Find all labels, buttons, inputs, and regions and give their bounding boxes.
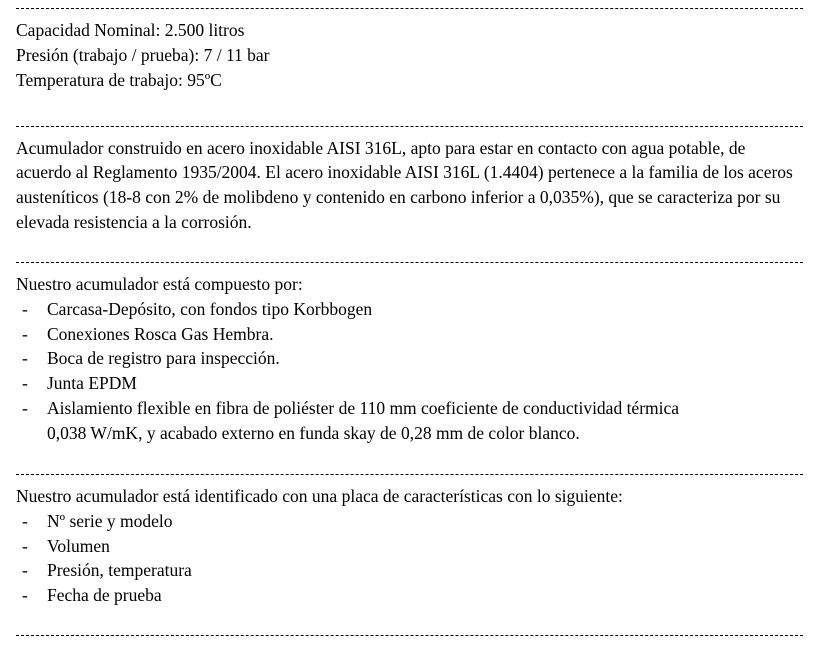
list-item xyxy=(16,297,803,322)
list-item xyxy=(16,583,803,608)
description-paragraph: Acumulador construido en acero inoxidable AISI 316L, apto para estar en contacto con agua potable, de acuerdo al Reglamento 1935/2004. El acero inoxidable AISI 316L (1.4404) pertenece a la familia de los aceros austeníticos (18-8 con 2% de molibdeno y contenido en carbono inferior a 0,035%), que se caracteriza por su elevada resistencia a la corrosión. xyxy=(16,137,793,233)
nameplate-lead: Nuestro acumulador está identificado con una placa de características con lo siguiente: xyxy=(16,485,623,506)
list-item xyxy=(16,558,803,583)
spec-line-pressure: Presión (trabajo / prueba): 7 / 11 bar xyxy=(16,44,270,65)
nameplate-block xyxy=(16,484,803,608)
list-item xyxy=(16,534,803,559)
list-item xyxy=(16,509,803,534)
list-item-text: Presión, temperatura xyxy=(47,560,192,581)
list-item-text: Aislamiento flexible en fibra de poliéster de 110 mm coeficiente de conductividad térmica xyxy=(47,398,680,419)
composition-lead: Nuestro acumulador está compuesto por: xyxy=(16,273,303,294)
list-item-text: Fecha de prueba xyxy=(47,585,162,606)
list-item xyxy=(16,322,803,347)
list-item-text-continued: 0,038 W/mK, y acabado externo en funda skay de 0,28 mm de color blanco. xyxy=(47,422,580,443)
specifications-block xyxy=(16,18,803,93)
composition-list xyxy=(16,297,803,446)
list-item xyxy=(16,346,803,371)
list-item-text: Junta EPDM xyxy=(47,373,137,394)
list-item-text: Carcasa-Depósito, con fondos tipo Korbbogen xyxy=(47,298,373,319)
document-page xyxy=(0,8,819,654)
spec-line-temperature: Temperatura de trabajo: 95ºC xyxy=(16,69,222,90)
description-block xyxy=(16,136,803,235)
list-item-text: Boca de registro para inspección. xyxy=(47,348,280,369)
composition-block xyxy=(16,272,803,446)
list-item-text: Volumen xyxy=(47,535,110,556)
nameplate-list xyxy=(16,509,803,608)
divider-top xyxy=(16,8,803,9)
list-item-text: Nº serie y modelo xyxy=(47,510,173,531)
divider-after-specifications xyxy=(16,126,803,127)
divider-bottom xyxy=(16,635,803,636)
divider-after-description xyxy=(16,262,803,263)
list-item-text: Conexiones Rosca Gas Hembra. xyxy=(47,323,274,344)
list-item xyxy=(16,371,803,396)
list-item xyxy=(16,396,803,446)
spec-line-capacity: Capacidad Nominal: 2.500 litros xyxy=(16,20,245,40)
divider-after-composition xyxy=(16,474,803,475)
